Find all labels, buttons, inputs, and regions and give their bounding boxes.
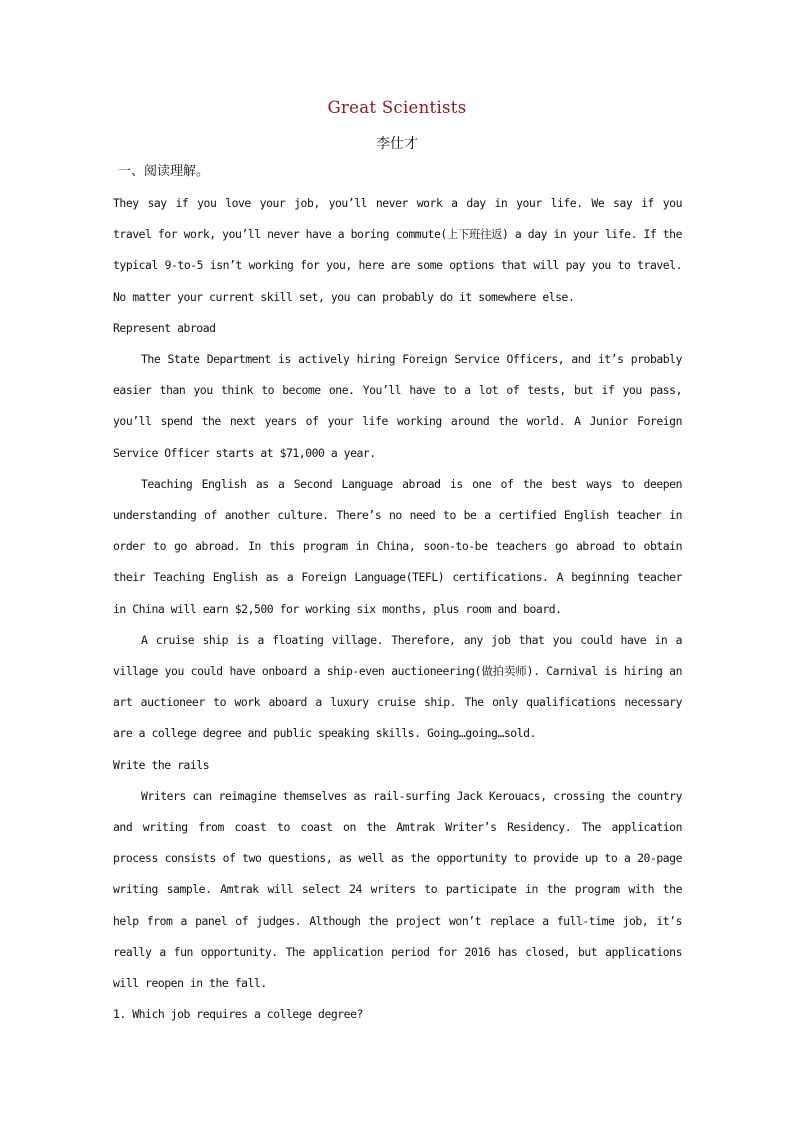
question-1: 1. Which job requires a college degree?: [113, 1007, 363, 1022]
subheading-represent-abroad: Represent abroad: [113, 320, 216, 335]
passage-paragraph-cruise-ship: A cruise ship is a floating village. Therefore, any job that you could have in a village you could have onboard a ship-even auctioneering(做拍卖师). Carnival is hiring an art auctioneer to work aboard a luxury cruise ship. The only qualifications necessary are a college degree and public speaking skills. Going…going…sold.: [113, 632, 682, 741]
passage-paragraph-teaching-english: Teaching English as a Second Language abroad is one of the best ways to deepen understanding of another culture. There’s no need to be a certified English teacher in order to go abroad. In this program in China, soon-to-be teachers go abroad to obtain their Teaching English as a Foreign Language(TEFL) certifications. A beginning teacher in China will earn $2,500 for working six months, plus room and board.: [113, 476, 682, 616]
subheading-write-the-rails: Write the rails: [113, 757, 210, 772]
document-title: Great Scientists: [327, 98, 467, 117]
passage-paragraph-intro: They say if you love your job, you’ll never work a day in your life. We say if you travel for work, you’ll never have a boring commute(上下班往返) a day in your life. If the typical 9-to-5 isn’t working for you, here are some options that will pay you to travel. No matter your current skill set, you can probably do it somewhere else.: [113, 196, 682, 304]
section-heading: 一、阅读理解。: [118, 164, 210, 179]
passage-paragraph-state-department: The State Department is actively hiring Foreign Service Officers, and it’s probably easier than you think to become one. You’ll have to a lot of tests, but if you pass, you’ll spend the next years of your life working around the world. A Junior Foreign Service Officer starts at $71,000 a year.: [113, 352, 682, 460]
author-name: 李仕才: [376, 136, 418, 152]
passage-paragraph-amtrak: Writers can reimagine themselves as rail-surfing Jack Kerouacs, crossing the country and writing from coast to coast on the Amtrak Writer’s Residency. The application process consists of two questions, as well as the opportunity to provide up to a 20-page writing sample. Amtrak will select 24 writers to participate in the program with the help from a panel of judges. Although the project won’t replace a full-time job, it’s really a fun opportunity. The application period for 2016 has closed, but applications will reopen in the fall.: [113, 788, 682, 991]
passage-body: [113, 188, 682, 1030]
